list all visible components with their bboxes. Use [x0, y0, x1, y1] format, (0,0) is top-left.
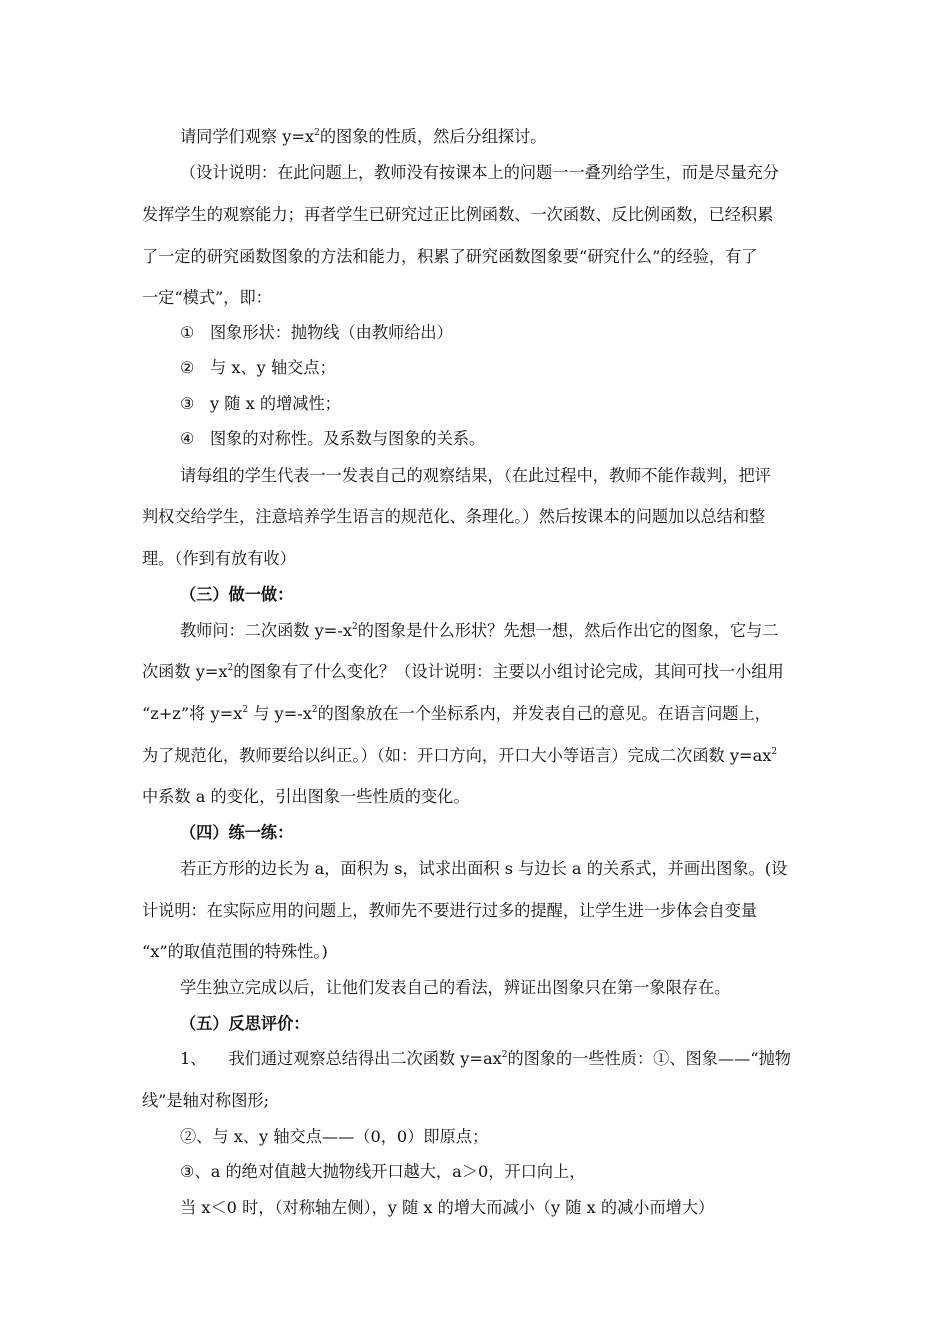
paragraph-line: 学生独立完成以后，让他们发表自己的看法，辨证出图象只在第一象限存在。: [180, 978, 731, 997]
paragraph-line: 教师问：二次函数 $y=-x^2$的图象是什么形状？先想一想，然后作出它的图象，它与二: [180, 621, 779, 640]
paragraph-line: 请每组的学生代表一一发表自己的观察结果，（在此过程中，教师不能作裁判，把评: [180, 466, 771, 485]
list-item: ④ 图象的对称性。及系数与图象的关系。: [180, 429, 486, 448]
paragraph-line: 中系数 a 的变化，引出图象一些性质的变化。: [142, 787, 470, 806]
paragraph-line: ③、a 的绝对值越大抛物线开口越大，a＞0，开口向上，: [180, 1162, 586, 1181]
design-note-line: 发挥学生的观察能力；再者学生已研究过正比例函数、一次函数、反比例函数，已经积累: [142, 205, 774, 224]
paragraph-line: 为了规范化，教师要给以纠正。）（如：开口方向，开口大小等语言）完成二次函数 $y=ax^2$: [142, 746, 778, 765]
paragraph-line: 1、 我们通过观察总结得出二次函数 $y=ax^2$的图象的一些性质：①、图象——“抛物: [180, 1049, 791, 1068]
paragraph-line: 次函数 $y=x^2$的图象有了什么变化？（设计说明：主要以小组讨论完成，其间可找一小组用: [142, 662, 784, 681]
paragraph-line: 若正方形的边长为 a，面积为 s，试求出面积 s 与边长 a 的关系式，并画出图象。(设: [180, 859, 788, 878]
section-heading-3: （三）做一做：: [180, 585, 294, 604]
design-note-line: 了一定的研究函数图象的方法和能力，积累了研究函数图象要“研究什么”的经验，有了: [142, 247, 758, 266]
paragraph-line: ②、与 x、y 轴交点——（0，0）即原点；: [180, 1127, 489, 1146]
design-note-line: 一定“模式”，即：: [142, 288, 272, 307]
section-heading-4: （四）练一练：: [180, 823, 294, 842]
paragraph-line: 当 x＜0 时，（对称轴左侧），y 随 x 的增大而减小（y 随 x 的减小而增大）: [180, 1198, 715, 1217]
paragraph-line: 判权交给学生，注意培养学生语言的规范化、条理化。）然后按课本的问题加以总结和整: [142, 507, 766, 526]
list-item: ② 与 x、y 轴交点；: [180, 358, 336, 377]
list-item: ① 图象形状：抛物线（由教师给出）: [180, 323, 453, 342]
paragraph-line: “z+z”将 $y=x^2$ 与 $y=-x^2$的图象放在一个坐标系内，并发表自己的意见。在语言问题上，: [142, 704, 771, 723]
paragraph-line: 线”是轴对称图形;: [142, 1091, 270, 1110]
paragraph-line: “x”的取值范围的特殊性。): [142, 942, 328, 961]
paragraph-line: 计说明：在实际应用的问题上，教师先不要进行过多的提醒，让学生进一步体会自变量: [142, 901, 758, 920]
list-item: ③ y 随 x 的增减性；: [180, 394, 341, 413]
design-note-line: （设计说明：在此问题上，教师没有按课本上的问题一一叠列给学生，而是尽量充分: [180, 163, 779, 182]
intro-line: 请同学们观察 $y=x^2$的图象的性质，然后分组探讨。: [180, 127, 547, 146]
paragraph-line: 理。（作到有放有收）: [142, 549, 296, 568]
section-heading-5: （五）反思评价：: [180, 1014, 310, 1033]
